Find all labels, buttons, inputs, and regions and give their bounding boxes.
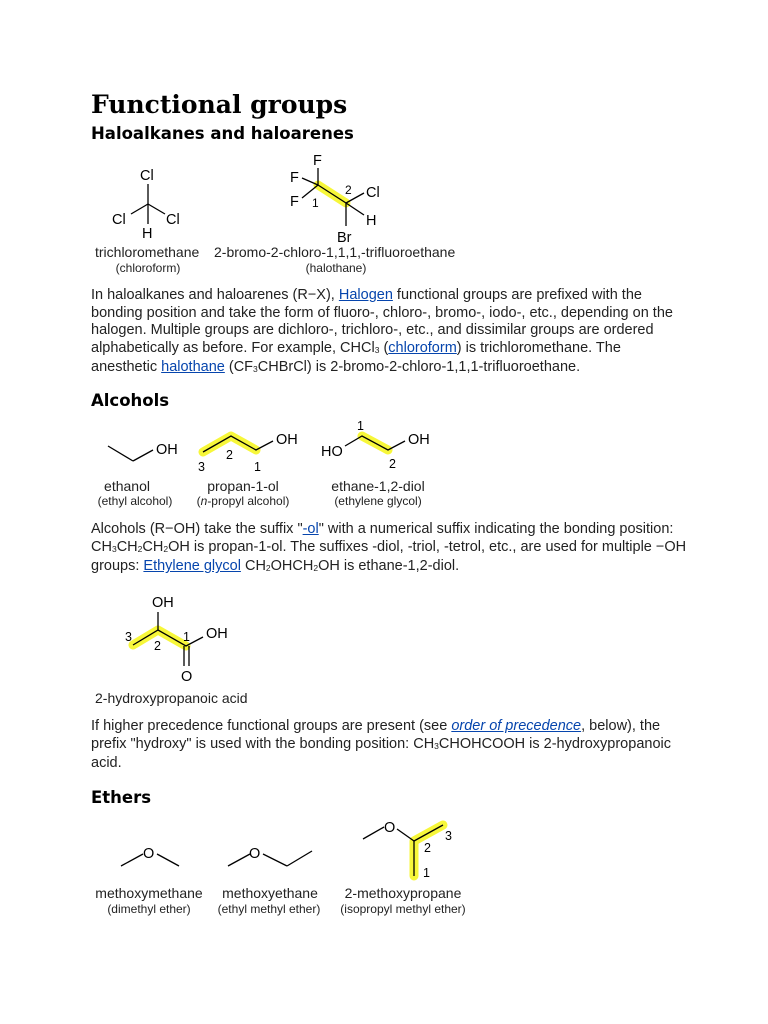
hydroxy-paragraph: If higher precedence functional groups are present (see order of precedence, below), the prefix "hydroxy" is used with the bonding position: $CH_3CHOHCOOH$ is 2-hydroxypropanoic acid. [91, 718, 671, 772]
atom-cl: Cl [366, 185, 380, 201]
chloroform-name: trichloromethane [95, 244, 200, 260]
ethanol-name: ethanol [104, 478, 150, 494]
glycol-locant-1: 1 [357, 419, 364, 433]
isopropyl-locant-2: 2 [424, 841, 431, 855]
locant-2: 2 [345, 183, 352, 197]
glycol-name: ethane-1,2-diol [331, 478, 425, 494]
atom-cl-left: Cl [112, 212, 126, 228]
ethylene-glycol-link[interactable]: Ethylene glycol [143, 558, 241, 575]
order-of-precedence-link[interactable]: order of precedence [451, 718, 582, 734]
ethylmethyl-name: methoxyethane [222, 885, 318, 901]
lactic-oh-top: OH [152, 595, 174, 611]
ol-suffix-link[interactable]: -ol [302, 521, 319, 537]
dimethyl-common: (dimethyl ether) [107, 902, 191, 916]
dimethyl-o: O [143, 846, 155, 862]
page-title: Functional groups [91, 90, 348, 119]
atom-f-top: F [313, 153, 322, 169]
section-heading-alcohols: Alcohols [91, 391, 170, 410]
section-heading-haloalkanes: Haloalkanes and haloarenes [91, 124, 354, 143]
atom-cl-right: Cl [166, 212, 180, 228]
propanol-locant-2: 2 [226, 448, 233, 462]
lactic-locant-1: 1 [183, 630, 190, 644]
atom-f-low: F [290, 194, 299, 210]
atom-br: Br [337, 230, 352, 246]
isopropyl-common: (isopropyl methyl ether) [340, 902, 466, 916]
chloroform-common: (chloroform) [115, 261, 181, 275]
chloroform-link[interactable]: chloroform [388, 339, 457, 356]
isopropyl-name: 2-methoxypropane [344, 885, 462, 901]
lactic-locant-2: 2 [154, 639, 161, 653]
atom-f-mid: F [290, 170, 299, 186]
ethylmethyl-common: (ethyl methyl ether) [217, 902, 321, 916]
alcohols-paragraph: Alcohols (R−OH) take the suffix "-ol" with a numerical suffix indicating the bonding position: $CH_3CH_2CH_2OH$ is propan-1-ol. The suffixes -diol, -triol, -tetrol, etc., are used for multiple −OH groups: Ethylene glycol $CH_2OHCH_2OH$ is ethane-1,2-diol. [91, 521, 687, 575]
propanol-locant-3: 3 [198, 460, 205, 474]
locant-1: 1 [312, 196, 319, 210]
halogen-link[interactable]: Halogen [338, 287, 393, 303]
haloalkanes-paragraph: In haloalkanes and haloarenes (R−X), Halogen functional groups are prefixed with the bonding position and take the form of fluoro-, chloro-, bromo-, iodo-, etc., depending on the halogen. Multiple groups are dichloro-, trichloro-, etc., and dissimilar groups are ordered alphabetically as before. For example, CHCl$_3$ (chloroform) is trichloromethane. The anesthetic halothane $(CF_3CHBrCl)$ is 2-bromo-2-chloro-1,1,1-trifluoroethane. [91, 287, 673, 376]
ethanol-common: (ethyl alcohol) [97, 494, 173, 508]
lactic-locant-3: 3 [125, 630, 132, 644]
propanol-oh: OH [276, 432, 298, 448]
ethylmethyl-o: O [249, 846, 261, 862]
atom-h: H [366, 213, 377, 229]
lactic-o: O [181, 669, 193, 685]
propanol-common: (n-propyl alcohol) [196, 494, 290, 508]
atom-cl-top: Cl [140, 168, 154, 184]
lactic-name: 2-hydroxypropanoic acid [95, 690, 248, 706]
section-heading-ethers: Ethers [91, 788, 152, 807]
glycol-common: (ethylene glycol) [334, 494, 422, 508]
glycol-ho: HO [321, 444, 343, 460]
glycol-locant-2: 2 [389, 457, 396, 471]
atom-h: H [142, 226, 153, 242]
isopropyl-locant-3: 3 [445, 829, 452, 843]
propanol-name: propan-1-ol [207, 478, 279, 494]
glycol-oh: OH [408, 432, 430, 448]
ethanol-oh: OH [156, 442, 178, 458]
lactic-oh-right: OH [206, 626, 228, 642]
dimethyl-name: methoxymethane [95, 885, 203, 901]
halothane-common: (halothane) [305, 261, 367, 275]
halothane-name: 2-bromo-2-chloro-1,1,1,-trifluoroethane [214, 244, 456, 260]
isopropyl-locant-1: 1 [423, 866, 430, 880]
isopropyl-o: O [384, 820, 396, 836]
halothane-link[interactable]: halothane [161, 359, 225, 376]
propanol-locant-1: 1 [254, 460, 261, 474]
